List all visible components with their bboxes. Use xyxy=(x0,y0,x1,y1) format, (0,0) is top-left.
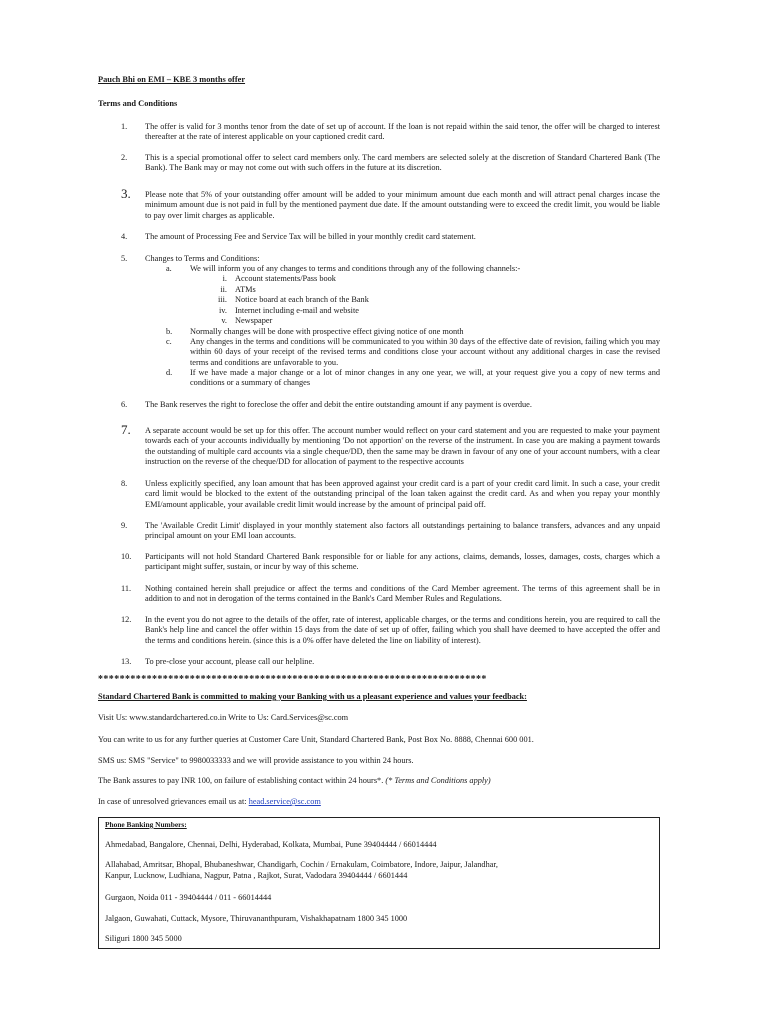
grievance-email-link[interactable]: head.service@sc.com xyxy=(248,797,321,806)
assure-paragraph xyxy=(98,776,678,786)
phone-banking-line: Jalgaon, Guwahati, Cuttack, Mysore, Thiruvananthpuram, Vishakhapatnam 1800 345 1000 xyxy=(105,914,408,923)
item-text: This is a special promotional offer to select card members only. The card members are selected solely at the discretion of Standard Chartered Bank (The Bank). The Bank may or may not come out with such offers in the future at its discretion. xyxy=(145,153,660,173)
channel-number: iv. xyxy=(219,306,227,315)
item-text: The 'Available Credit Limit' displayed in your monthly statement also factors all outstandings pertaining to balance transfers, advances and any unpaid principal amount on your EMI loan accounts. xyxy=(145,521,660,541)
phone-banking-line: Gurgaon, Noida 011 - 39404444 / 011 - 66014444 xyxy=(105,893,272,902)
channel-number: ii. xyxy=(220,285,227,294)
item-text: A separate account would be set up for this offer. The account number would reflect on your card statement and you are requested to make your payment towards each of your accounts individually by mentioning 'Do not apportion' on the reverse of the instrument. In case you are making a payment towards the outstanding of multiple card accounts via a single cheque/DD, then the same may be drawn in favour of any one of your account numbers, with a clear instruction on the reverse of the cheque/DD for allocation of payment to the respective accounts xyxy=(145,426,660,467)
item-number: 8. xyxy=(121,479,128,488)
item-text: Participants will not hold Standard Chartered Bank responsible for or liable for any actions, claims, demands, losses, damages, costs, charges which a participant might suffer, sustain, or incur by way of this scheme. xyxy=(145,552,660,572)
visit-line: Visit Us: www.standardchartered.co.in Write to Us: Card.Services@sc.com xyxy=(98,713,349,722)
item-number: 11. xyxy=(121,584,132,593)
item-number: 9. xyxy=(121,521,128,530)
feedback-heading: Standard Chartered Bank is committed to making your Banking with us a pleasant experience and values your feedback: xyxy=(98,692,527,701)
item-text: Unless explicitly specified, any loan amount that has been approved against your credit card is a part of your credit card limit. In such a case, your credit card limit would be blocked to the extent of the outstanding principal of the loan taken against the credit card. As and when you repay your monthly EMI/amount applicable, your available credit limit would increase by the amount of principal paid off. xyxy=(145,479,660,509)
sub-item-label: c. xyxy=(166,337,172,346)
grievance-paragraph xyxy=(98,797,678,807)
item-number: 13. xyxy=(121,657,132,666)
channel-text: Account statements/Pass book xyxy=(235,274,336,283)
phone-banking-line: Allahabad, Amritsar, Bhopal, Bhubaneshwar, Chandigarh, Cochin / Ernakulam, Coimbatore, Indore, Jaipur, Jalandhar, xyxy=(105,860,498,869)
item-number: 6. xyxy=(121,400,128,409)
channel-text: Internet including e-mail and website xyxy=(235,306,359,315)
phone-banking-line: Ahmedabad, Bangalore, Chennai, Delhi, Hyderabad, Kolkata, Mumbai, Pune 39404444 / 66014444 xyxy=(105,840,437,849)
sms-line: SMS us: SMS "Service" to 9980033333 and we will provide assistance to you within 24 hours. xyxy=(98,756,414,765)
document-title: Pauch Bhi on EMI – KBE 3 months offer xyxy=(98,75,246,84)
item-number: 2. xyxy=(121,153,128,162)
channel-text: Newspaper xyxy=(235,316,273,325)
sub-item-label: b. xyxy=(166,327,173,336)
sub-item-label: d. xyxy=(166,368,173,377)
channel-number: iii. xyxy=(218,295,227,304)
grievance-label: In case of unresolved grievances email us at: xyxy=(98,797,247,806)
separator-stars: ************************************************************************ xyxy=(98,674,487,685)
channel-text: ATMs xyxy=(235,285,256,294)
channel-number: i. xyxy=(222,274,227,283)
channel-text: Notice board at each branch of the Bank xyxy=(235,295,369,304)
item-number: 7. xyxy=(121,422,131,437)
phone-banking-heading: Phone Banking Numbers: xyxy=(105,820,187,829)
sub-item-text: We will inform you of any changes to terms and conditions through any of the following channels:- xyxy=(190,264,521,273)
item-text: The offer is valid for 3 months tenor from the date of set up of account. If the loan is not repaid within the said tenor, the offer will be charged to interest thereafter at the rate of interest applicable on your captioned credit card. xyxy=(145,122,660,142)
item-text: Nothing contained herein shall prejudice or affect the terms and conditions of the Card Member agreement. The terms of this agreement shall be in addition to and not in derogation of the terms contained in the Bank's Card Member Rules and Regulations. xyxy=(145,584,660,604)
item-text: Changes to Terms and Conditions: xyxy=(145,254,260,263)
assure-note: (* Terms and Conditions apply) xyxy=(385,776,491,785)
assure-line: The Bank assures to pay INR 100, on failure of establishing contact within 24 hours*. xyxy=(98,776,384,785)
item-number: 3. xyxy=(121,186,131,201)
item-number: 5. xyxy=(121,254,128,263)
item-number: 1. xyxy=(121,122,128,131)
phone-banking-line: Siliguri 1800 345 5000 xyxy=(105,934,182,943)
channel-number: v. xyxy=(221,316,227,325)
item-number: 4. xyxy=(121,232,128,241)
item-number: 12. xyxy=(121,615,132,624)
phone-banking-line: Kanpur, Lucknow, Ludhiana, Nagpur, Patna , Rajkot, Surat, Vadodara 39404444 / 6601444 xyxy=(105,871,408,880)
sub-item-text: Any changes in the terms and conditions will be communicated to you within 30 days of the effective date of revision, failing which you may within 60 days of your receipt of the revised terms and conditions close your account without any additional charges in case the revised terms and conditions are unfavorable to you. xyxy=(190,337,660,367)
item-text: The Bank reserves the right to foreclose the offer and debit the entire outstanding amount if any payment is overdue. xyxy=(145,400,532,409)
item-text: The amount of Processing Fee and Service Tax will be billed in your monthly credit card statement. xyxy=(145,232,476,241)
item-text: In the event you do not agree to the details of the offer, rate of interest, applicable charges, or the terms and conditions herein, you are required to call the Bank's help line and cancel the offer within 15 days from the date of set up of offer, failing which you shall have deemed to have accepted the offer and the terms and conditions herein. (since this is a 0% offer have deleted the line on liability of interest). xyxy=(145,615,660,645)
write-line: You can write to us for any further queries at Customer Care Unit, Standard Chartered Bank, Post Box No. 8888, Chennai 600 001. xyxy=(98,735,534,744)
item-text: To pre-close your account, please call our helpline. xyxy=(145,657,315,666)
item-number: 10. xyxy=(121,552,132,561)
sub-item-label: a. xyxy=(166,264,172,273)
item-text: Please note that 5% of your outstanding offer amount will be added to your minimum amount due each month and will attract penal charges incase the minimum amount due is not paid in full by the mentioned payment due date. If the amount outstanding were to exceed the credit limit, you would be liable to pay over limit charges as applicable. xyxy=(145,190,660,220)
phone-banking-box xyxy=(98,817,660,949)
terms-heading: Terms and Conditions xyxy=(98,99,178,108)
sub-item-text: If we have made a major change or a lot of minor changes in any one year, we will, at your request give you a copy of new terms and conditions or a summary of changes xyxy=(190,368,660,388)
sub-item-text: Normally changes will be done with prospective effect giving notice of one month xyxy=(190,327,464,336)
